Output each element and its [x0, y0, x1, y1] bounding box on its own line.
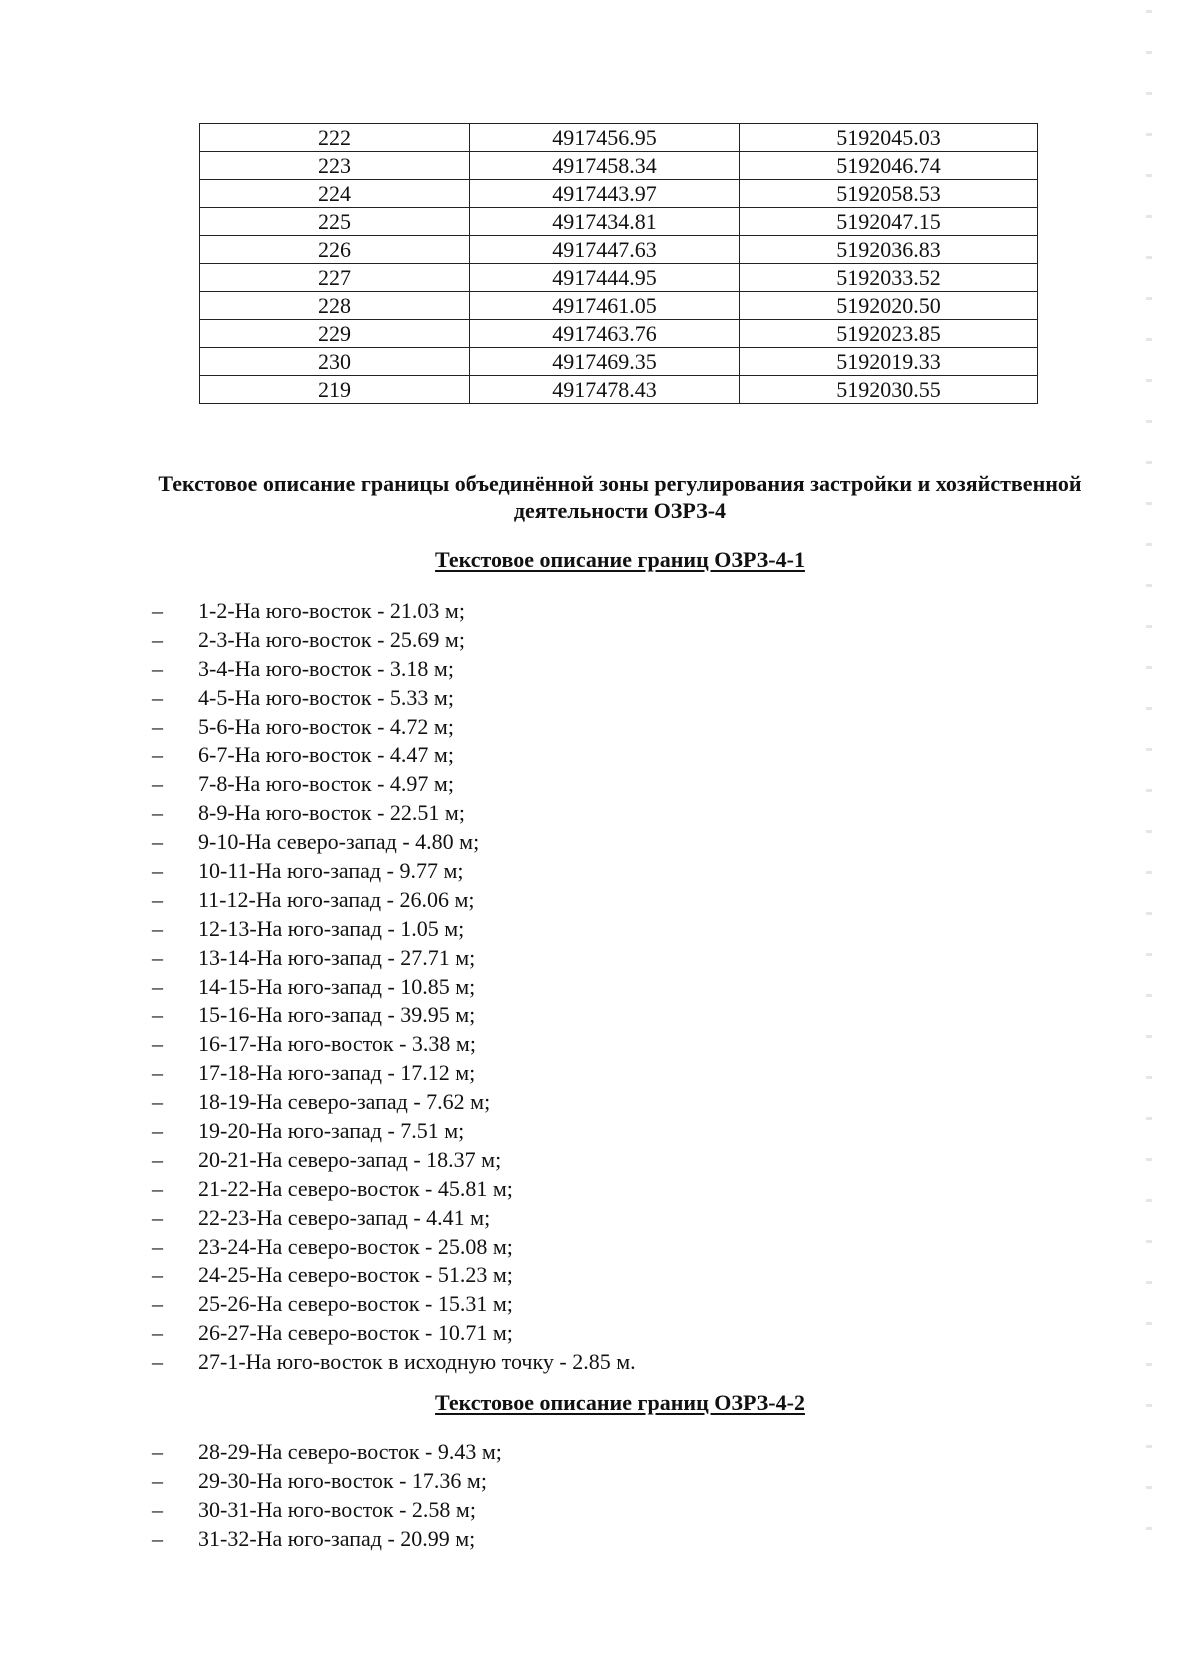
point-number-cell: 230	[200, 348, 470, 376]
x-coordinate-cell: 4917444.95	[470, 264, 740, 292]
segment-text: 13-14-На юго-запад - 27.71 м;	[198, 944, 476, 970]
list-item	[152, 828, 636, 857]
segment-text: 30-31-На юго-восток - 2.58 м;	[198, 1496, 476, 1522]
list-dash-marker: –	[152, 944, 163, 970]
list-dash-marker: –	[152, 1496, 163, 1522]
list-item	[152, 597, 636, 626]
list-dash-marker: –	[152, 684, 163, 710]
point-number-cell: 223	[200, 152, 470, 180]
list-dash-marker: –	[152, 742, 163, 768]
list-dash-marker: –	[152, 1233, 163, 1259]
list-dash-marker: –	[152, 1031, 163, 1057]
list-item	[152, 1204, 636, 1233]
list-dash-marker: –	[152, 1089, 163, 1115]
list-dash-marker: –	[152, 1525, 163, 1551]
list-item	[152, 1001, 636, 1030]
list-item	[152, 857, 636, 886]
y-coordinate-cell: 5192058.53	[740, 180, 1038, 208]
list-item	[152, 626, 636, 655]
x-coordinate-cell: 4917469.35	[470, 348, 740, 376]
point-number-cell: 224	[200, 180, 470, 208]
segment-text: 7-8-На юго-восток - 4.97 м;	[198, 771, 454, 797]
list-dash-marker: –	[152, 886, 163, 912]
table-row	[200, 348, 1038, 376]
list-dash-marker: –	[152, 655, 163, 681]
point-number-cell: 227	[200, 264, 470, 292]
list-item	[152, 1117, 636, 1146]
table-row	[200, 376, 1038, 404]
section-heading-ozrz-4-1: Текстовое описание границ ОЗРЗ-4-1	[435, 547, 805, 572]
list-dash-marker: –	[152, 829, 163, 855]
list-item	[152, 1146, 636, 1175]
segment-text: 2-3-На юго-восток - 25.69 м;	[198, 626, 465, 652]
document-title: Текстовое описание границы объединённой зоны регулирования застройки и хозяйственной деятельности ОЗРЗ-4	[158, 471, 1082, 523]
point-number-cell: 228	[200, 292, 470, 320]
y-coordinate-cell: 5192033.52	[740, 264, 1038, 292]
list-item	[152, 1496, 502, 1525]
segment-list-ozrz-4-2	[152, 1438, 502, 1554]
segment-text: 16-17-На юго-восток - 3.38 м;	[198, 1031, 476, 1057]
list-item	[152, 1467, 502, 1496]
segment-text: 1-2-На юго-восток - 21.03 м;	[198, 598, 465, 623]
y-coordinate-cell: 5192030.55	[740, 376, 1038, 404]
list-dash-marker: –	[152, 1204, 163, 1230]
segment-text: 20-21-На северо-запад - 18.37 м;	[198, 1146, 502, 1172]
list-dash-marker: –	[152, 1175, 163, 1201]
list-item	[152, 1290, 636, 1319]
list-item	[152, 1261, 636, 1290]
x-coordinate-cell: 4917461.05	[470, 292, 740, 320]
point-number-cell: 222	[200, 124, 470, 152]
list-dash-marker: –	[152, 1146, 163, 1172]
segment-text: 28-29-На северо-восток - 9.43 м;	[198, 1439, 502, 1464]
point-number-cell: 229	[200, 320, 470, 348]
segment-text: 12-13-На юго-запад - 1.05 м;	[198, 915, 465, 941]
segment-list-ozrz-4-1	[152, 597, 636, 1377]
segment-text: 15-16-На юго-запад - 39.95 м;	[198, 1002, 476, 1028]
segment-text: 14-15-На юго-запад - 10.85 м;	[198, 973, 476, 999]
segment-text: 26-27-На северо-восток - 10.71 м;	[198, 1320, 513, 1346]
coordinates-table	[199, 123, 1038, 404]
list-item	[152, 1233, 636, 1262]
list-item	[152, 1059, 636, 1088]
list-dash-marker: –	[152, 771, 163, 797]
y-coordinate-cell: 5192036.83	[740, 236, 1038, 264]
list-dash-marker: –	[152, 1291, 163, 1317]
segment-text: 6-7-На юго-восток - 4.47 м;	[198, 742, 454, 768]
list-item	[152, 973, 636, 1002]
segment-text: 29-30-На юго-восток - 17.36 м;	[198, 1467, 487, 1493]
list-dash-marker: –	[152, 1349, 163, 1375]
x-coordinate-cell: 4917456.95	[470, 124, 740, 152]
list-item	[152, 741, 636, 770]
segment-text: 9-10-На северо-запад - 4.80 м;	[198, 829, 480, 855]
x-coordinate-cell: 4917478.43	[470, 376, 740, 404]
list-dash-marker: –	[152, 973, 163, 999]
segment-text: 17-18-На юго-запад - 17.12 м;	[198, 1060, 476, 1086]
segment-text: 18-19-На северо-запад - 7.62 м;	[198, 1089, 491, 1115]
segment-text: 10-11-На юго-запад - 9.77 м;	[198, 858, 464, 884]
y-coordinate-cell: 5192020.50	[740, 292, 1038, 320]
list-item	[152, 1348, 636, 1377]
list-item	[152, 1030, 636, 1059]
section-heading-ozrz-4-2: Текстовое описание границ ОЗРЗ-4-2	[435, 1390, 805, 1415]
list-item	[152, 713, 636, 742]
table-row	[200, 152, 1038, 180]
y-coordinate-cell: 5192046.74	[740, 152, 1038, 180]
segment-text: 19-20-На юго-запад - 7.51 м;	[198, 1118, 465, 1144]
segment-text: 5-6-На юго-восток - 4.72 м;	[198, 713, 454, 739]
list-dash-marker: –	[152, 598, 163, 623]
list-item	[152, 1088, 636, 1117]
list-dash-marker: –	[152, 858, 163, 884]
list-dash-marker: –	[152, 1320, 163, 1346]
point-number-cell: 225	[200, 208, 470, 236]
segment-text: 22-23-На северо-запад - 4.41 м;	[198, 1204, 491, 1230]
list-dash-marker: –	[152, 713, 163, 739]
list-item	[152, 1319, 636, 1348]
table-row	[200, 320, 1038, 348]
segment-text: 25-26-На северо-восток - 15.31 м;	[198, 1291, 513, 1317]
list-item	[152, 684, 636, 713]
list-item	[152, 1175, 636, 1204]
y-coordinate-cell: 5192023.85	[740, 320, 1038, 348]
list-item	[152, 886, 636, 915]
segment-text: 3-4-На юго-восток - 3.18 м;	[198, 655, 454, 681]
list-item	[152, 1438, 502, 1467]
segment-text: 21-22-На северо-восток - 45.81 м;	[198, 1175, 513, 1201]
y-coordinate-cell: 5192019.33	[740, 348, 1038, 376]
list-dash-marker: –	[152, 915, 163, 941]
list-dash-marker: –	[152, 800, 163, 826]
x-coordinate-cell: 4917434.81	[470, 208, 740, 236]
segment-text: 31-32-На юго-запад - 20.99 м;	[198, 1525, 476, 1551]
list-dash-marker: –	[152, 1262, 163, 1288]
x-coordinate-cell: 4917443.97	[470, 180, 740, 208]
list-item	[152, 799, 636, 828]
x-coordinate-cell: 4917447.63	[470, 236, 740, 264]
list-dash-marker: –	[152, 626, 163, 652]
segment-text: 27-1-На юго-восток в исходную точку - 2.85 м.	[198, 1349, 636, 1375]
segment-text: 4-5-На юго-восток - 5.33 м;	[198, 684, 454, 710]
list-dash-marker: –	[152, 1060, 163, 1086]
list-dash-marker: –	[152, 1118, 163, 1144]
list-dash-marker: –	[152, 1439, 163, 1464]
x-coordinate-cell: 4917458.34	[470, 152, 740, 180]
list-item	[152, 655, 636, 684]
list-item	[152, 1525, 502, 1554]
table-row	[200, 292, 1038, 320]
segment-text: 24-25-На северо-восток - 51.23 м;	[198, 1262, 513, 1288]
list-dash-marker: –	[152, 1002, 163, 1028]
list-item	[152, 915, 636, 944]
x-coordinate-cell: 4917463.76	[470, 320, 740, 348]
point-number-cell: 226	[200, 236, 470, 264]
y-coordinate-cell: 5192045.03	[740, 124, 1038, 152]
table-row	[200, 236, 1038, 264]
list-item	[152, 944, 636, 973]
segment-text: 23-24-На северо-восток - 25.08 м;	[198, 1233, 513, 1259]
point-number-cell: 219	[200, 376, 470, 404]
segment-text: 8-9-На юго-восток - 22.51 м;	[198, 800, 465, 826]
list-dash-marker: –	[152, 1467, 163, 1493]
segment-text: 11-12-На юго-запад - 26.06 м;	[198, 886, 475, 912]
table-row	[200, 208, 1038, 236]
table-row	[200, 180, 1038, 208]
table-row	[200, 124, 1038, 152]
table-row	[200, 264, 1038, 292]
y-coordinate-cell: 5192047.15	[740, 208, 1038, 236]
scan-edge-marks	[1146, 10, 1152, 1560]
list-item	[152, 770, 636, 799]
